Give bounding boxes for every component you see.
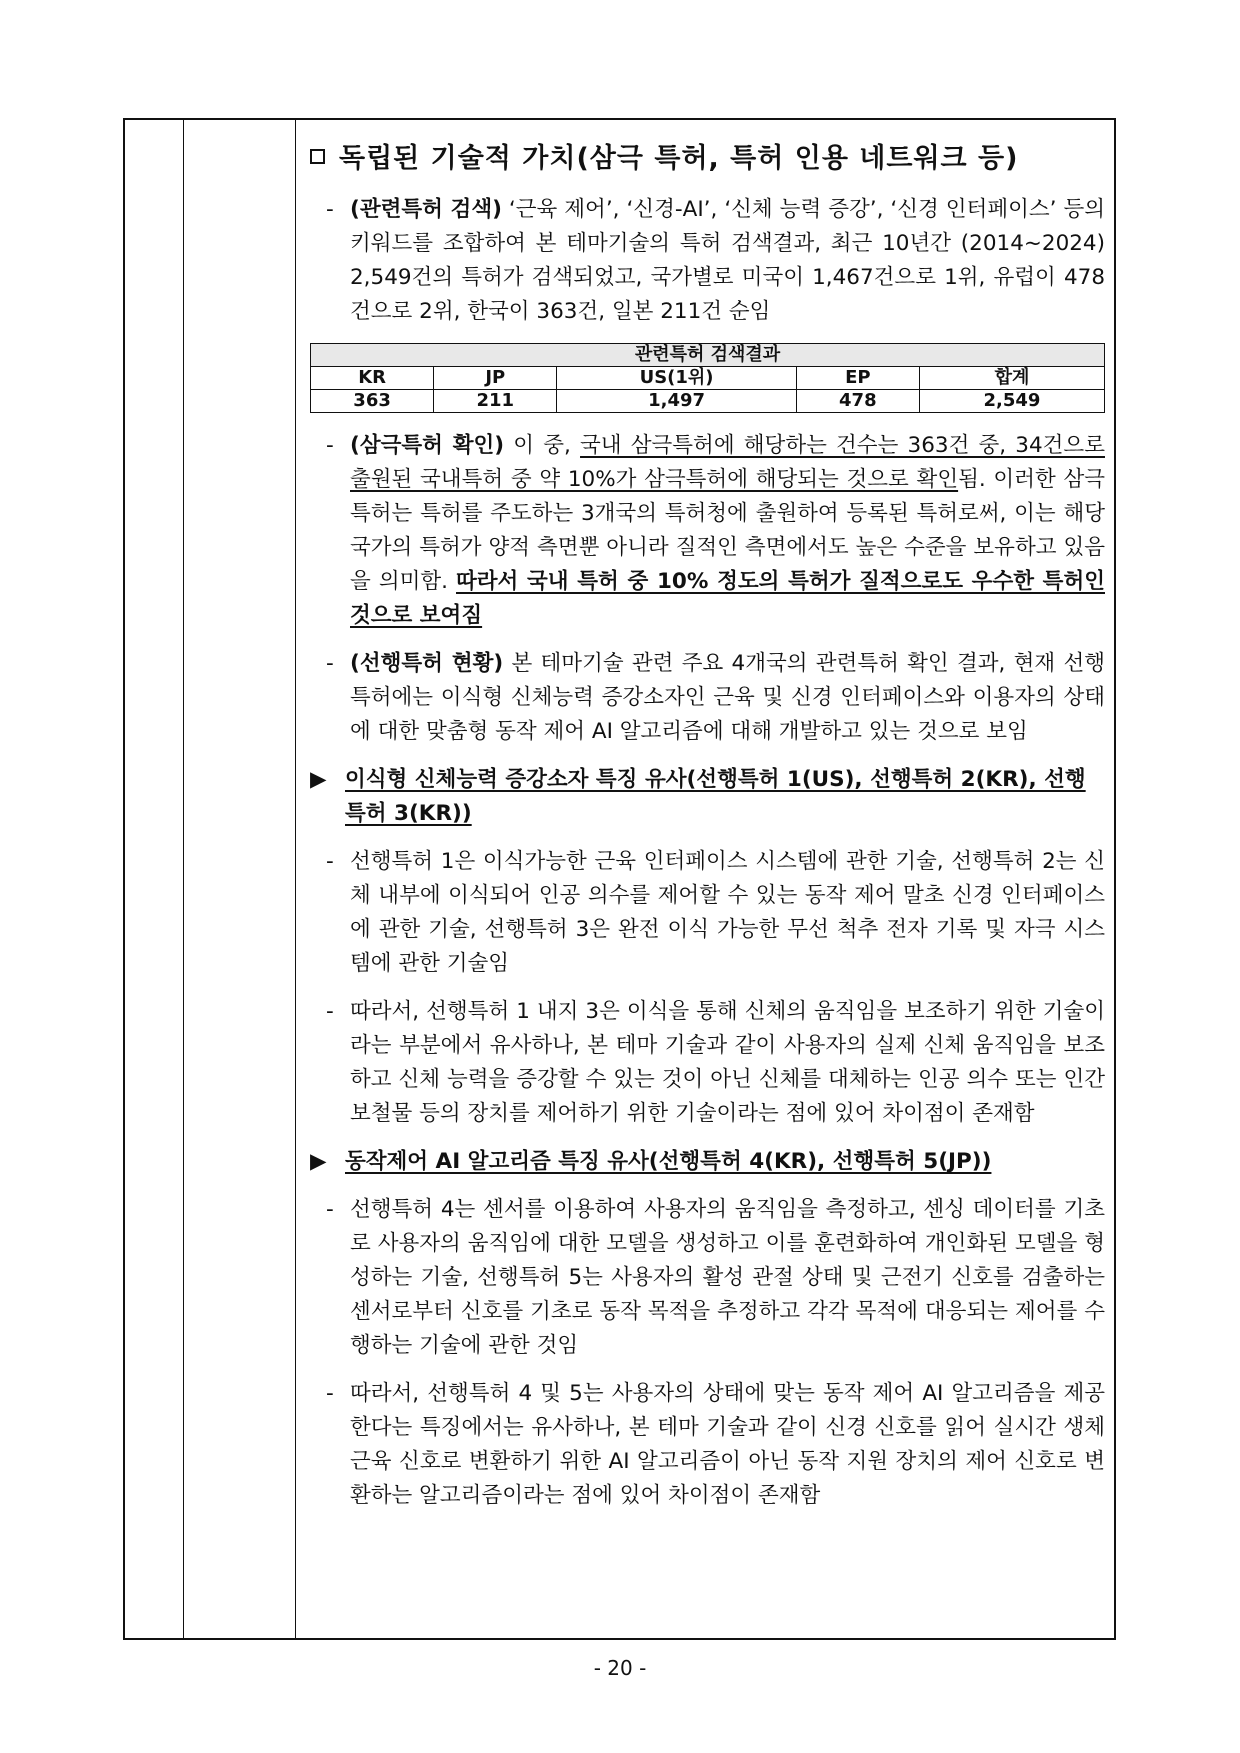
paragraph-prior-patent-4-5 — [310, 1193, 1105, 1363]
table-title: 관련특허 검색결과 — [311, 344, 1105, 367]
paragraph-text: 따라서, 선행특허 4 및 5는 사용자의 상태에 맞는 동작 제어 AI 알고리즘을 제공한다는 특징에서는 유사하나, 본 테마 기술과 같이 신경 신호를 읽어 실시간 생체 근육 신호로 변환하기 위한 AI 알고리즘이 아닌 동작 지원 장치의 제어 신호로 변환하는 알고리즘이라는 점에 있어 차이점이 존재함 — [350, 1381, 1105, 1508]
paragraph-prior-patent-1-3-diff — [310, 995, 1105, 1131]
subheading-ai-algorithm: ▶ 동작제어 AI 알고리즘 특징 유사(선행특허 4(KR), 선행특허 5(JP)) — [310, 1145, 1105, 1179]
paragraph-prior-patent-4-5-diff — [310, 1377, 1105, 1513]
paragraph-text: 이 중, — [504, 433, 581, 458]
triangle-arrow-icon: ▶ — [310, 767, 327, 792]
main-content — [310, 136, 1105, 1527]
table-value-row — [311, 390, 1105, 413]
table-header-cell: 합계 — [919, 367, 1104, 390]
column-divider — [183, 120, 184, 1638]
paragraph-prior-patent-1-3 — [310, 845, 1105, 981]
paragraph-text: 선행특허 1은 이식가능한 근육 인터페이스 시스템에 관한 기술, 선행특허 2는 신체 내부에 이식되어 인공 의수를 제어할 수 있는 동작 제어 말초 신경 인터페이스에 관한 기술, 선행특허 3은 완전 이식 가능한 무선 척추 전자 기록 및 자극 시스템에 관한 기술임 — [350, 849, 1105, 976]
table-value-cell: 1,497 — [557, 390, 796, 413]
table-title-row — [311, 344, 1105, 367]
paragraph-text: 선행특허 4는 센서를 이용하여 사용자의 움직임을 측정하고, 센싱 데이터를 기초로 사용자의 움직임에 대한 모델을 생성하고 이를 훈련화하여 개인화된 모델을 형성하는 기술, 선행특허 5는 사용자의 활성 관절 상태 및 근전기 신호를 검출하는 센서로부터 신호를 기초로 동작 목적을 추정하고 각각 목적에 대응되는 제어를 수행하는 기술에 관한 것임 — [350, 1197, 1105, 1358]
dash-bullet-icon: - — [326, 1381, 334, 1406]
dash-bullet-icon: - — [326, 999, 334, 1024]
paragraph-prior-patent-status — [310, 647, 1105, 749]
paragraph-text: ‘근육 제어’, ‘신경-AI’, ‘신체 능력 증강’, ‘신경 인터페이스’ 등의 키워드를 조합하여 본 테마기술의 특허 검색결과, 최근 10년간 (2014~2024) 2,549건의 특허가 검색되었고, 국가별로 미국이 1,467건으로 1위, 유럽이 478건으로 2위, 한국이 363건, 일본 211건 순임 — [350, 197, 1105, 324]
paragraph-text: 따라서, 선행특허 1 내지 3은 이식을 통해 신체의 움직임을 보조하기 위한 기술이라는 부분에서 유사하나, 본 테마 기술과 같이 사용자의 실제 신체 움직임을 보조하고 신체 능력을 증강할 수 있는 것이 아닌 신체를 대체하는 인공 의수 또는 인간 보철물 등의 장치를 제어하기 위한 기술이라는 점에 있어 차이점이 존재함 — [350, 999, 1105, 1126]
paragraph-patent-search — [310, 193, 1105, 329]
table-header-cell: EP — [796, 367, 919, 390]
paragraph-label: (선행특허 현황) — [350, 651, 504, 676]
triangle-arrow-icon: ▶ — [310, 1149, 327, 1174]
bold-underlined-text: 따라서 국내 특허 중 10% 정도의 특허가 질적으로도 우수한 특허인 것으로 보여짐 — [350, 569, 1105, 628]
paragraph-label: (관련특허 검색) — [350, 197, 502, 222]
table-value-cell: 2,549 — [919, 390, 1104, 413]
dash-bullet-icon: - — [326, 433, 334, 458]
subheading-implant-device: ▶ 이식형 신체능력 증강소자 특징 유사(선행특허 1(US), 선행특허 2(KR), 선행특허 3(KR)) — [310, 763, 1105, 831]
paragraph-text: 본 테마기술 관련 주요 4개국의 관련특허 확인 결과, 현재 선행특허에는 이식형 신체능력 증강소자인 근육 및 신경 인터페이스와 이용자의 상태에 대한 맞춤형 동작 제어 AI 알고리즘에 대해 개발하고 있는 것으로 보임 — [350, 651, 1105, 744]
underlined-text: 국내 삼극특허에 해당하는 건수는 363건 중, 34건으로 출원된 국내특허 중 약 10%가 삼극특허에 해당되는 것으로 확인 — [350, 433, 1105, 492]
dash-bullet-icon: - — [326, 849, 334, 874]
column-divider — [295, 120, 296, 1638]
page-number: - 20 - — [593, 1656, 647, 1680]
table-value-cell: 363 — [311, 390, 434, 413]
dash-bullet-icon: - — [326, 651, 334, 676]
checkbox-bullet-icon — [310, 149, 325, 164]
dash-bullet-icon: - — [326, 197, 334, 222]
paragraph-triadic-patent — [310, 429, 1105, 633]
patent-search-table — [310, 343, 1105, 413]
table-value-cell: 478 — [796, 390, 919, 413]
table-value-cell: 211 — [434, 390, 557, 413]
paragraph-text: 됨. 이러한 삼극특허는 특허를 주도하는 3개국의 특허청에 출원하여 등록된 특허로써, 이는 해당국가의 특허가 양적 측면뿐 아니라 질적인 측면에서도 높은 수준을 보유하고 있음을 의미함. — [350, 467, 1106, 594]
table-header-row — [311, 367, 1105, 390]
table-header-cell: KR — [311, 367, 434, 390]
dash-bullet-icon: - — [326, 1197, 334, 1222]
paragraph-label: (삼극특허 확인) — [350, 433, 505, 458]
section-title: 독립된 기술적 가치(삼극 특허, 특허 인용 네트워크 등) — [310, 136, 1105, 175]
table-header-cell: US(1위) — [557, 367, 796, 390]
table-header-cell: JP — [434, 367, 557, 390]
